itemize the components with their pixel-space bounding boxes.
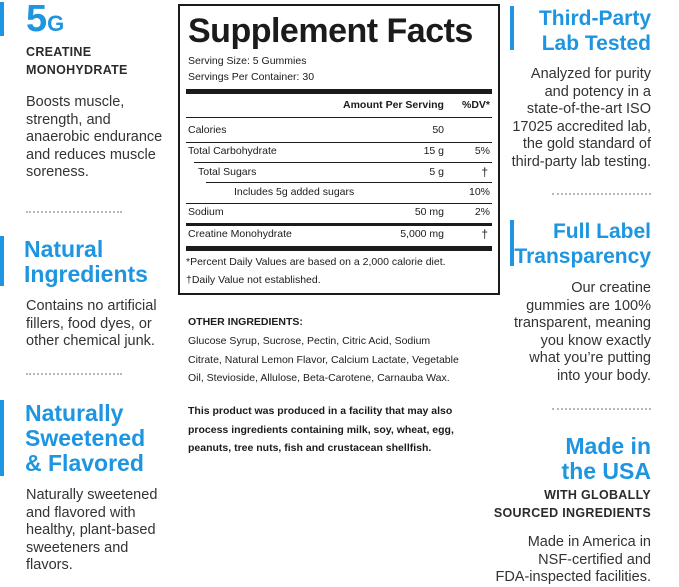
creatine-description: Boosts muscle, strength, and anaerobic endurance and reduces muscle soreness. [26, 94, 163, 180]
row-dv: 5% [474, 145, 490, 157]
serving-size: Serving Size: 5 Gummies [188, 55, 307, 67]
row-name: Calories [188, 124, 227, 136]
footnote-dv: *Percent Daily Values are based on a 2,000 calorie diet. [186, 256, 446, 268]
divider [552, 408, 651, 410]
row-amount: 5,000 mg [400, 228, 444, 240]
accent-bar [0, 400, 4, 476]
panel-rule [186, 223, 492, 226]
row-name: Creatine Monohydrate [188, 228, 292, 240]
transparency-title: Full Label Transparency [514, 220, 651, 268]
dose-amount: 5G [26, 0, 65, 40]
transparency-description: Our creatine gummies are 100% transparent, meaning you know exactly what you’re putting into your body. [513, 280, 651, 384]
divider [552, 193, 651, 195]
row-name: Total Carbohydrate [188, 145, 277, 157]
lab-tested-description: Analyzed for purity and potency in a state-of-the-art ISO 17025 accredited lab, the gold standard of third-party lab testing. [511, 66, 651, 170]
row-amount: 5 g [429, 166, 444, 178]
accent-bar [0, 2, 4, 36]
panel-rule [186, 203, 492, 204]
panel-rule [186, 89, 492, 94]
row-amount: 50 [432, 124, 444, 136]
natural-ingredients-description: Contains no artificial fillers, food dyes, or other chemical junk. [26, 298, 157, 349]
panel-rule [186, 142, 492, 143]
other-ingredients-heading: OTHER INGREDIENTS: [188, 316, 303, 328]
col-dv-header: %DV* [462, 99, 491, 111]
natural-ingredients-title: Natural Ingredients [24, 236, 148, 287]
accent-bar [510, 220, 514, 266]
footnote-dagger: †Daily Value not established. [186, 274, 321, 286]
row-name: Includes 5g added sugars [234, 186, 355, 198]
supplement-facts-panel [178, 4, 500, 295]
made-in-usa-title: Made in the USA [561, 433, 651, 484]
row-amount: 50 mg [414, 206, 444, 218]
divider [26, 211, 122, 213]
divider [26, 373, 122, 375]
lab-tested-title: Third-Party Lab Tested [538, 7, 651, 55]
accent-bar [0, 236, 4, 286]
row-name: Total Sugars [198, 166, 257, 178]
panel-rule [186, 246, 492, 251]
accent-bar [510, 6, 514, 50]
naturally-sweetened-title: Naturally Sweetened & Flavored [25, 400, 146, 476]
ingredients-list: Glucose Syrup, Sucrose, Pectin, Citric Acid, Sodium Citrate, Natural Lemon Flavor, Calcium Lactate, Vegetable Oil, Stevioside, Allulose, Beta-Carotene, Carnauba Wax. [188, 335, 459, 384]
row-name: Sodium [188, 206, 224, 218]
allergen-statement: This product was produced in a facility that may also process ingredients containing milk, soy, wheat, egg, peanuts, tree nuts, fish and crustacean shellfish. [188, 405, 454, 454]
row-dv: † [481, 227, 488, 241]
panel-rule [194, 162, 492, 163]
panel-rule [186, 117, 492, 118]
servings-per-container: Servings Per Container: 30 [188, 71, 315, 83]
globally-sourced-label: WITH GLOBALLY SOURCED INGREDIENTS [493, 488, 651, 520]
row-dv: † [481, 165, 488, 179]
row-dv: 10% [468, 186, 490, 198]
creatine-label: CREATINE MONOHYDRATE [26, 45, 128, 77]
made-in-usa-description: Made in America in NSF-certified and FDA-inspected facilities. [495, 534, 651, 585]
row-amount: 15 g [423, 145, 444, 157]
panel-rule [206, 182, 492, 183]
col-amount-header: Amount Per Serving [343, 99, 444, 111]
naturally-sweetened-description: Naturally sweetened and flavored with healthy, plant-based sweeteners and flavors. [26, 487, 158, 573]
row-dv: 2% [474, 206, 490, 218]
panel-title: Supplement Facts [188, 12, 473, 50]
